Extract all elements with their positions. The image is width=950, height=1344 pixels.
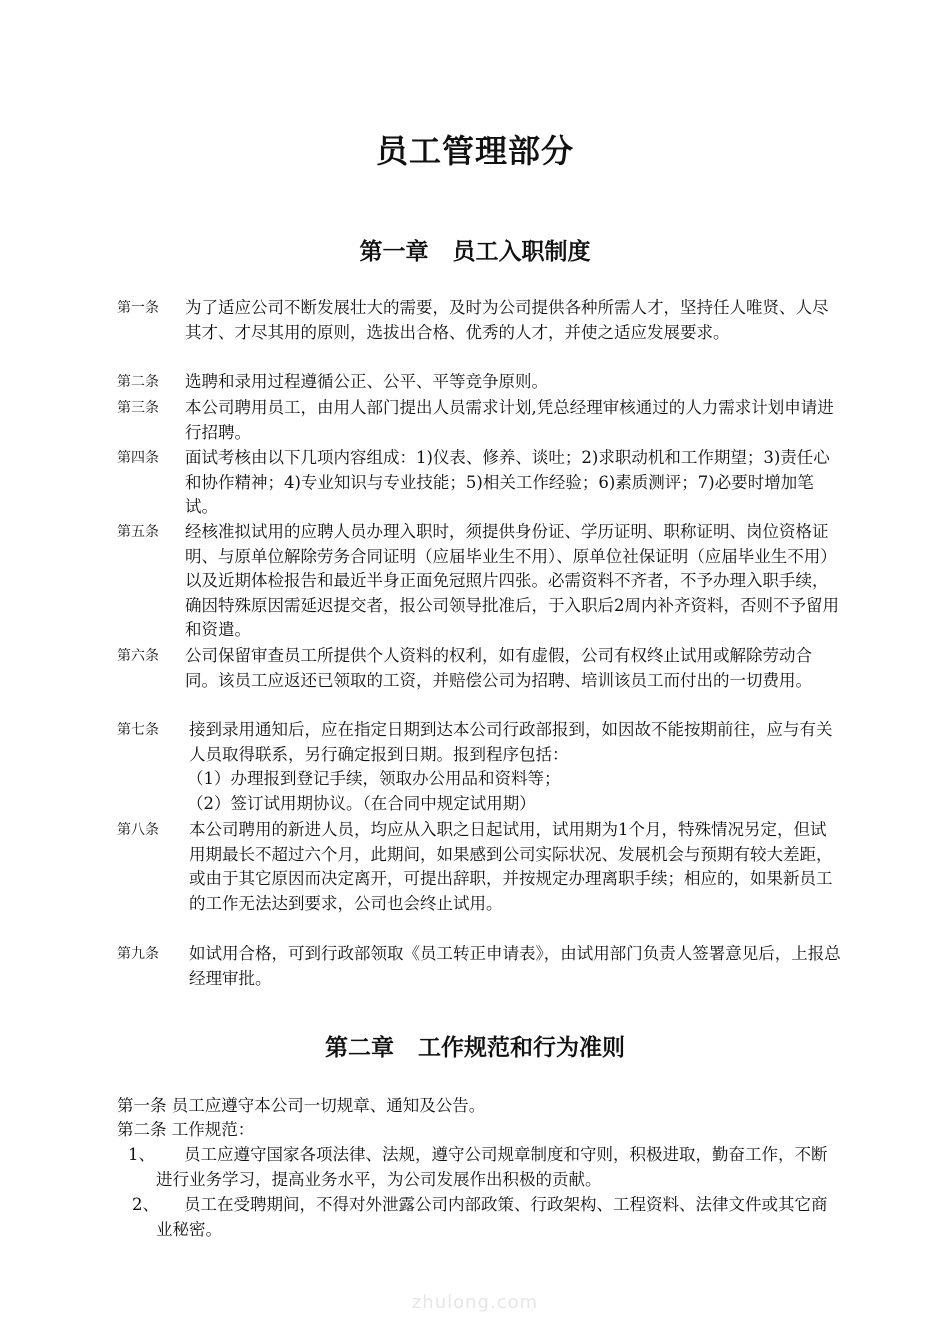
ch2-list-item-1 (128, 1143, 840, 1192)
article-label: 第一条 (117, 1096, 167, 1115)
article-text: 工作规范： (171, 1120, 255, 1139)
article-label: 第二条 (117, 374, 159, 390)
list-text: 员工在受聘期间，不得对外泄露公司内部政策、行政架构、工程资料、法律文件或其它商业秘密。 (156, 1195, 828, 1239)
ch1-article-2 (117, 370, 842, 395)
ch1-article-3 (117, 396, 842, 445)
list-number: 2、 (132, 1195, 159, 1214)
article-label: 第五条 (117, 524, 159, 540)
chapter-1-heading (0, 233, 950, 266)
ch2-article-2 (117, 1118, 842, 1143)
ch1-article-4 (117, 446, 842, 520)
article-text: 经核准拟试用的应聘人员办理入职时，须提供身份证、学历证明、职称证明、岗位资格证明、与原单位解除劳务合同证明（应届毕业生不用）、原单位社保证明（应届毕业生不用）以及近期体检报告和最近半身正面免冠照片四张。必需资料不齐者，不予办理入职手续，确因特殊原因需延迟提交者，报公司领导批准后，于入职后2周内补齐资料，否则不予留用和资遣。 (185, 522, 839, 640)
sub-item: （1）办理报到登记手续，领取办公用品和资料等； (187, 769, 561, 789)
ch2-article-1 (117, 1094, 842, 1119)
article-label: 第二条 (117, 1120, 167, 1139)
ch1-article-5 (117, 520, 842, 643)
chapter-2-heading (0, 1029, 950, 1062)
article-text: 面试考核由以下几项内容组成：1)仪表、修养、谈吐；2)求职动机和工作期望；3)责任心和协作精神；4)专业知识与专业技能；5)相关工作经验；6)素质测评；7)必要时增加笔试。 (185, 448, 830, 517)
article-sub-list (187, 767, 842, 816)
chapter-2-number: 第二章 (325, 1035, 394, 1061)
chapter-1-title: 员工入职制度 (452, 239, 591, 265)
article-text: 为了适应公司不断发展壮大的需要，及时为公司提供各种所需人才，坚持任人唯贤、人尽其才、才尽其用的原则，选拔出合格、优秀的人才，并使之适应发展要求。 (185, 298, 829, 342)
list-text: 员工应遵守国家各项法律、法规，遵守公司规章制度和守则，积极进取，勤奋工作，不断进行业务学习，提高业务水平，为公司发展作出积极的贡献。 (156, 1145, 828, 1189)
ch1-article-9 (117, 942, 842, 991)
article-label: 第八条 (117, 822, 159, 838)
article-label: 第七条 (117, 722, 159, 738)
article-text: 公司保留审查员工所提供个人资料的权利，如有虚假，公司有权终止试用或解除劳动合同。该员工应返还已领取的工资，并赔偿公司为招聘、培训该员工而付出的一切费用。 (185, 646, 812, 690)
article-text: 本公司聘用的新进人员，均应从入职之日起试用，试用期为1个月，特殊情况另定，但试用期最长不超过六个月，此期间，如果感到公司实际状况、发展机会与预期有较大差距，或由于其它原因而决定离开，可提出辞职，并按规定办理离职手续；相应的，如果新员工的工作无法达到要求，公司也会终止试用。 (189, 820, 833, 913)
chapter-1-number: 第一章 (359, 239, 429, 265)
article-text: 如试用合格，可到行政部领取《员工转正申请表》，由试用部门负责人签署意见后，上报总经理审批。 (189, 944, 841, 988)
article-label: 第一条 (117, 300, 159, 316)
watermark: zhulong.com (411, 1292, 539, 1313)
article-label: 第九条 (117, 946, 159, 962)
article-label: 第三条 (117, 400, 159, 416)
ch2-list-item-2 (128, 1193, 840, 1242)
ch1-article-6 (117, 644, 842, 693)
article-text: 本公司聘用员工，由用人部门提出人员需求计划,凭总经理审核通过的人力需求计划申请进行招聘。 (185, 398, 834, 442)
chapter-2-title: 工作规范和行为准则 (418, 1035, 625, 1061)
article-text: 员工应遵守本公司一切规章、通知及公告。 (171, 1096, 486, 1115)
sub-item: （2）签订试用期协议。（在合同中规定试用期） (187, 793, 536, 813)
article-text: 选聘和录用过程遵循公正、公平、平等竞争原则。 (185, 372, 548, 391)
list-number: 1、 (128, 1145, 155, 1164)
article-label: 第四条 (117, 450, 159, 466)
ch1-article-1 (117, 296, 842, 345)
article-text: 接到录用通知后，应在指定日期到达本公司行政部报到，如因故不能按期前往，应与有关人员取得联系，另行确定报到日期。报到程序包括： (189, 720, 833, 764)
article-label: 第六条 (117, 648, 159, 664)
ch1-article-8 (117, 818, 842, 916)
ch1-article-7 (117, 718, 842, 816)
document-title: 员工管理部分 (375, 132, 574, 170)
